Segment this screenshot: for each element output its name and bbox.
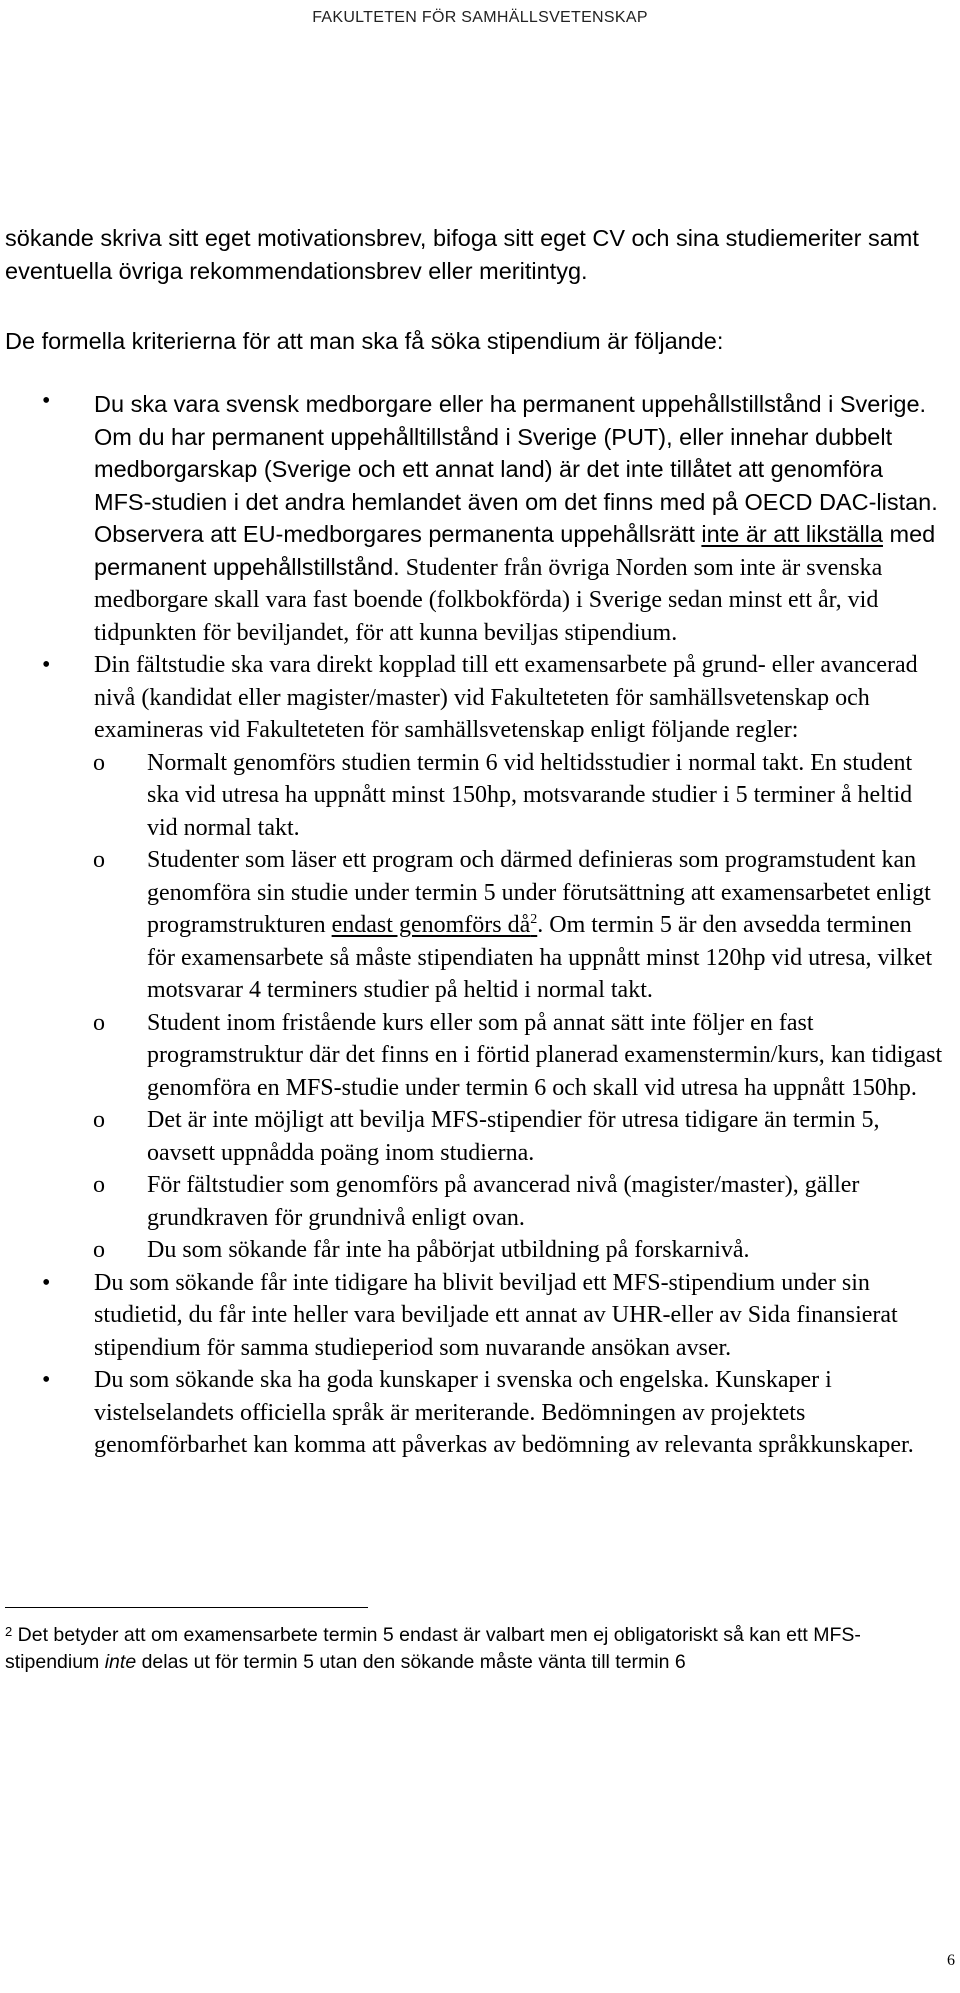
rule-text-continued: . Om termin 5 är den avsedda terminen för examensarbete så måste stipendiaten ha uppnått minst 120hp vid utresa, vilket motsvarar 4 terminers studier på heltid i normal takt. [147,912,933,1003]
sub-marker: o [93,1009,105,1036]
page-number: 6 [947,1952,955,1969]
rule-item [0,1007,945,1105]
rule-item [0,747,945,845]
rule-text: Det är inte möjligt att bevilja MFS-stipendier för utresa tidigare än termin 5, oavsett uppnådda poäng inom studierna. [147,1107,880,1166]
rule-item [0,1169,945,1234]
rule-text-underlined [332,912,538,938]
nordic-students-text: Studenter från övriga Norden som inte är svenska medborgare skall vara fast boende (folkbokförda) i Sverige sedan minst ett år, vid tidpunkten för beviljandet, för att kunna beviljas stipendium. [94,554,883,646]
rule-text: Normalt genomförs studien termin 6 vid heltidsstudier i normal takt. En student ska vid utresa ha uppnått minst 150hp, motsvarande studier i 5 terminer å heltid vid normal takt. [147,749,913,841]
language-text: Du som sökande ska ha goda kunskaper i svenska och engelska. Kunskaper i vistelselandets officiella språk är meriterande. Bedömningen av projektets genomförbarhet kan komma att påverkas av bedömning av relevanta språkkunskaper. [94,1367,914,1458]
footnote-reference[interactable]: 2 [530,912,538,927]
rule-text: Student inom fristående kurs eller som på annat sätt inte följer en fast programstruktur där det finns en i förtid planerad examenstermin/kurs, kan tidigast genomföra en MFS-studie under termin 6 och skall vid utresa ha uppnått 150hp. [147,1009,943,1101]
previous-grant-text: Du som sökande får inte tidigare ha blivit beviljad ett MFS-stipendium under sin studietid, du får inte heller vara beviljade ett annat av UHR-eller av Sida finansierat stipendium för samma studieperiod som nuvarande ansökan avser. [94,1269,898,1361]
thesis-rules-list [0,747,945,1267]
rule-item [0,1234,945,1267]
footnote-divider [5,1607,368,1608]
bullet-marker: • [42,652,51,678]
footnote-text: Det betyder att om examensarbete termin 5 endast är valbart men ej obligatoriskt så kan ett MFS-stipendium [5,1624,861,1673]
thesis-text: Din fältstudie ska vara direkt kopplad till ett examensarbete på grund- eller avancerad nivå (kandidat eller magister/master) vid Fakulteteten för samhällsvetenskap och examineras vid Fakulteteten för samhällsvetenskap enligt följande regler: [94,652,918,743]
criteria-list [0,388,945,1462]
rule-item [0,1104,945,1169]
rule-text: Studenter som läser ett program och därmed definieras som programstudent kan genomföra sin studie under termin 5 under förutsättning att examensarbetet enligt programstrukturen [147,847,931,938]
rule-text: Du som sökande får inte ha påbörjat utbildning på forskarnivå. [147,1237,750,1263]
running-header: FAKULTETEN FÖR SAMHÄLLSVETENSKAP [312,9,648,26]
sub-marker: o [93,1107,105,1133]
citizenship-underlined: inte är att likställa [701,521,883,547]
criterion-language [0,1364,945,1462]
criterion-citizenship [0,388,945,649]
rule-underlined-words: endast genomförs då [331,912,531,938]
sub-marker: o [93,847,105,873]
sub-marker: o [93,1237,105,1263]
bullet-marker: • [42,1367,51,1393]
criteria-intro: De formella kriterierna för att man ska få söka stipendium är följande: [5,328,724,354]
rule-text: För fältstudier som genomförs på avancerad nivå (magister/master), gäller grundkraven för grundnivå enligt ovan. [147,1172,860,1231]
criterion-thesis [0,649,945,1267]
bullet-marker: • [42,1269,51,1296]
bullet-marker: • [42,388,51,414]
citizenship-text-end: med permanent uppehållstillstånd. [94,521,936,580]
citizenship-text: Du ska vara svensk medborgare eller ha permanent uppehållstillstånd i Sverige. Om du har permanent uppehålltillstånd i Sverige (PUT), eller innehar dubbelt medborgarskap (Sverige och ett annat land) är det inte tillåtet att genomföra MFS-studien i det andra hemlandet även om det finns med på OECD DAC-listan. Observera att EU-medborgares permanenta uppehållsrätt [94,391,938,547]
sub-marker: o [93,749,105,776]
footnote-number: 2 [5,1624,13,1639]
footnote [5,1622,940,1676]
rule-item [0,844,945,1007]
footnote-text-end: delas ut för termin 5 utan den sökande måste vänta till termin 6 [136,1651,686,1673]
criterion-previous-grant [0,1267,945,1365]
footnote-emphasis: inte [104,1651,137,1673]
sub-marker: o [93,1172,105,1198]
intro-paragraph: sökande skriva sitt eget motivationsbrev, bifoga sitt eget CV och sina studiemeriter samt eventuella övriga rekommendationsbrev eller meritintyg. [5,225,919,284]
